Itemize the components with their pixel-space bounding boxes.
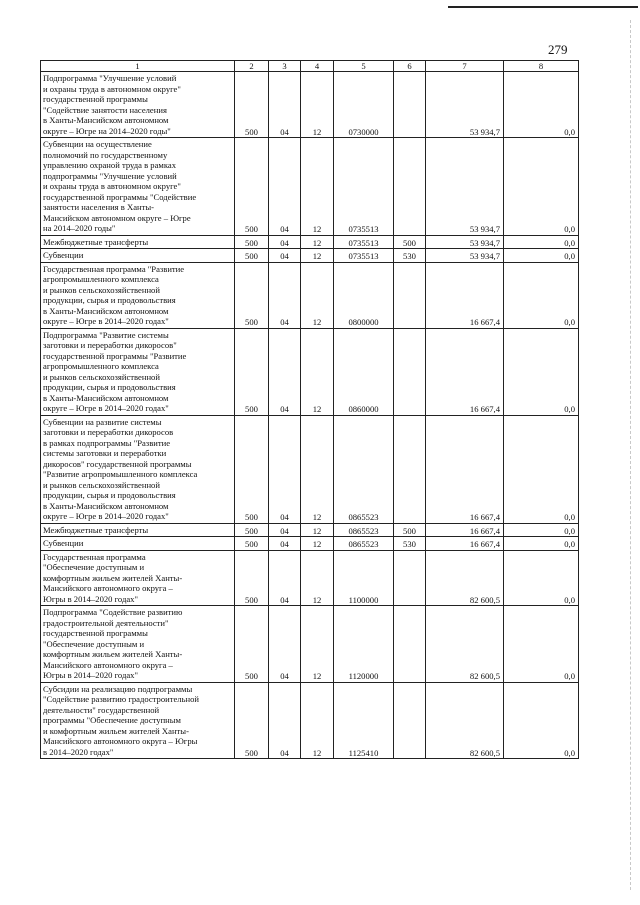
cell-code-6 bbox=[394, 606, 426, 683]
cell-amount-7: 53 934,7 bbox=[426, 72, 504, 138]
cell-amount-7: 53 934,7 bbox=[426, 138, 504, 236]
cell-amount-8: 0,0 bbox=[504, 72, 579, 138]
cell-code-5: 1120000 bbox=[334, 606, 394, 683]
cell-amount-8: 0,0 bbox=[504, 235, 579, 249]
cell-amount-7: 82 600,5 bbox=[426, 606, 504, 683]
cell-code-2: 500 bbox=[235, 249, 269, 263]
cell-code-4: 12 bbox=[301, 72, 334, 138]
cell-code-3: 04 bbox=[269, 606, 301, 683]
cell-code-6 bbox=[394, 72, 426, 138]
cell-row-name: Субсидии на реализацию подпрограммы "Содействие развитию градостроительной деятельности" государственной программы "Обеспечение доступным и комфортным жильем жителей Ханты- Мансийского автономного округа – Югры в 2014–2020 годах" bbox=[41, 682, 235, 759]
cell-code-6 bbox=[394, 682, 426, 759]
table-row bbox=[41, 606, 579, 683]
cell-amount-8: 0,0 bbox=[504, 606, 579, 683]
cell-code-5: 0735513 bbox=[334, 138, 394, 236]
cell-code-5: 0735513 bbox=[334, 235, 394, 249]
table-row bbox=[41, 138, 579, 236]
table-row bbox=[41, 72, 579, 138]
cell-code-5: 0860000 bbox=[334, 328, 394, 415]
cell-amount-8: 0,0 bbox=[504, 138, 579, 236]
col-header-4: 4 bbox=[301, 61, 334, 72]
cell-code-3: 04 bbox=[269, 523, 301, 537]
cell-code-4: 12 bbox=[301, 138, 334, 236]
table-row bbox=[41, 249, 579, 263]
cell-amount-7: 16 667,4 bbox=[426, 262, 504, 328]
cell-code-2: 500 bbox=[235, 537, 269, 551]
cell-row-name: Государственная программа "Обеспечение доступным и комфортным жильем жителей Ханты- Мансийского автономного округа – Югры в 2014–2020 годах" bbox=[41, 550, 235, 606]
cell-code-5: 0865523 bbox=[334, 415, 394, 523]
cell-code-4: 12 bbox=[301, 235, 334, 249]
cell-code-6: 500 bbox=[394, 523, 426, 537]
cell-code-3: 04 bbox=[269, 249, 301, 263]
cell-amount-8: 0,0 bbox=[504, 328, 579, 415]
cell-code-3: 04 bbox=[269, 262, 301, 328]
cell-code-5: 0730000 bbox=[334, 72, 394, 138]
cell-amount-8: 0,0 bbox=[504, 682, 579, 759]
cell-row-name: Подпрограмма "Улучшение условий и охраны труда в автономном округе" государственной программы "Содействие занятости населения в Ханты-Мансийском автономном округе – Югре на 2014–2020 годы" bbox=[41, 72, 235, 138]
cell-amount-8: 0,0 bbox=[504, 537, 579, 551]
cell-code-4: 12 bbox=[301, 415, 334, 523]
cell-code-6 bbox=[394, 138, 426, 236]
cell-amount-8: 0,0 bbox=[504, 262, 579, 328]
column-number-row bbox=[41, 61, 579, 72]
cell-code-2: 500 bbox=[235, 523, 269, 537]
cell-code-3: 04 bbox=[269, 537, 301, 551]
table-row bbox=[41, 415, 579, 523]
cell-row-name: Субвенции bbox=[41, 537, 235, 551]
cell-code-4: 12 bbox=[301, 523, 334, 537]
cell-amount-8: 0,0 bbox=[504, 523, 579, 537]
cell-code-4: 12 bbox=[301, 249, 334, 263]
cell-amount-8: 0,0 bbox=[504, 415, 579, 523]
table-row bbox=[41, 537, 579, 551]
cell-amount-8: 0,0 bbox=[504, 550, 579, 606]
cell-row-name: Субвенции bbox=[41, 249, 235, 263]
cell-code-3: 04 bbox=[269, 550, 301, 606]
cell-code-6 bbox=[394, 415, 426, 523]
cell-code-6 bbox=[394, 550, 426, 606]
cell-code-3: 04 bbox=[269, 328, 301, 415]
cell-code-5: 0800000 bbox=[334, 262, 394, 328]
page-number: 279 bbox=[548, 42, 568, 57]
cell-code-6: 530 bbox=[394, 249, 426, 263]
cell-row-name: Субвенции на развитие системы заготовки и переработки дикоросов в рамках подпрограммы "Развитие системы заготовки и переработки дикоросов" государственной программы "Развитие агропромышленного комплекса и рынков сельскохозяйственной продукции, сырья и продовольствия в Ханты-Мансийском автономном округе – Югре в 2014–2020 годах" bbox=[41, 415, 235, 523]
cell-row-name: Субвенции на осуществление полномочий по государственному управлению охраной труда в рамках подпрограммы "Улучшение условий и охраны труда в автономном округе" государственной программы "Содействие занятости населения в Ханты- Мансийском автономном округе – Югре на 2014–2020 годы" bbox=[41, 138, 235, 236]
cell-code-3: 04 bbox=[269, 682, 301, 759]
cell-code-2: 500 bbox=[235, 138, 269, 236]
col-header-2: 2 bbox=[235, 61, 269, 72]
table-row bbox=[41, 262, 579, 328]
cell-code-5: 1100000 bbox=[334, 550, 394, 606]
budget-table bbox=[40, 60, 579, 759]
cell-amount-7: 16 667,4 bbox=[426, 328, 504, 415]
table-row bbox=[41, 328, 579, 415]
cell-code-3: 04 bbox=[269, 72, 301, 138]
col-header-7: 7 bbox=[426, 61, 504, 72]
cell-amount-7: 16 667,4 bbox=[426, 415, 504, 523]
cell-code-2: 500 bbox=[235, 415, 269, 523]
col-header-8: 8 bbox=[504, 61, 579, 72]
cell-code-6: 500 bbox=[394, 235, 426, 249]
cell-code-4: 12 bbox=[301, 262, 334, 328]
top-rule bbox=[448, 6, 638, 8]
cell-code-4: 12 bbox=[301, 550, 334, 606]
cell-amount-7: 16 667,4 bbox=[426, 523, 504, 537]
col-header-6: 6 bbox=[394, 61, 426, 72]
cell-code-2: 500 bbox=[235, 235, 269, 249]
cell-code-5: 0865523 bbox=[334, 523, 394, 537]
cell-code-3: 04 bbox=[269, 415, 301, 523]
cell-code-2: 500 bbox=[235, 328, 269, 415]
table-row bbox=[41, 523, 579, 537]
cell-code-2: 500 bbox=[235, 682, 269, 759]
cell-code-3: 04 bbox=[269, 138, 301, 236]
cell-row-name: Государственная программа "Развитие агропромышленного комплекса и рынков сельскохозяйственной продукции, сырья и продовольствия в Ханты-Мансийском автономном округе – Югре в 2014–2020 годах" bbox=[41, 262, 235, 328]
cell-code-5: 1125410 bbox=[334, 682, 394, 759]
cell-code-5: 0735513 bbox=[334, 249, 394, 263]
table-row bbox=[41, 235, 579, 249]
cell-code-2: 500 bbox=[235, 262, 269, 328]
cell-code-4: 12 bbox=[301, 328, 334, 415]
cell-row-name: Межбюджетные трансферты bbox=[41, 235, 235, 249]
col-header-5: 5 bbox=[334, 61, 394, 72]
cell-amount-7: 16 667,4 bbox=[426, 537, 504, 551]
cell-code-4: 12 bbox=[301, 537, 334, 551]
cell-amount-7: 82 600,5 bbox=[426, 682, 504, 759]
cell-row-name: Подпрограмма "Развитие системы заготовки и переработки дикоросов" государственной программы "Развитие агропромышленного комплекса и рынков сельскохозяйственной продукции, сырья и продовольствия в Ханты-Мансийском автономном округе – Югре в 2014–2020 годах" bbox=[41, 328, 235, 415]
cell-code-6 bbox=[394, 328, 426, 415]
cell-code-6: 530 bbox=[394, 537, 426, 551]
table-row bbox=[41, 550, 579, 606]
cell-amount-7: 53 934,7 bbox=[426, 235, 504, 249]
cell-code-3: 04 bbox=[269, 235, 301, 249]
cell-code-5: 0865523 bbox=[334, 537, 394, 551]
cell-code-6 bbox=[394, 262, 426, 328]
cell-row-name: Межбюджетные трансферты bbox=[41, 523, 235, 537]
cell-amount-8: 0,0 bbox=[504, 249, 579, 263]
cell-code-2: 500 bbox=[235, 606, 269, 683]
cell-row-name: Подпрограмма "Содействие развитию градостроительной деятельности" государственной программы "Обеспечение доступным и комфортным жильем жителей Ханты- Мансийского автономного округа – Югры в 2014–2020 годах" bbox=[41, 606, 235, 683]
scan-edge bbox=[630, 20, 631, 890]
cell-amount-7: 53 934,7 bbox=[426, 249, 504, 263]
cell-code-4: 12 bbox=[301, 606, 334, 683]
cell-code-2: 500 bbox=[235, 550, 269, 606]
cell-code-2: 500 bbox=[235, 72, 269, 138]
cell-code-4: 12 bbox=[301, 682, 334, 759]
cell-amount-7: 82 600,5 bbox=[426, 550, 504, 606]
col-header-3: 3 bbox=[269, 61, 301, 72]
table-row bbox=[41, 682, 579, 759]
col-header-1: 1 bbox=[41, 61, 235, 72]
